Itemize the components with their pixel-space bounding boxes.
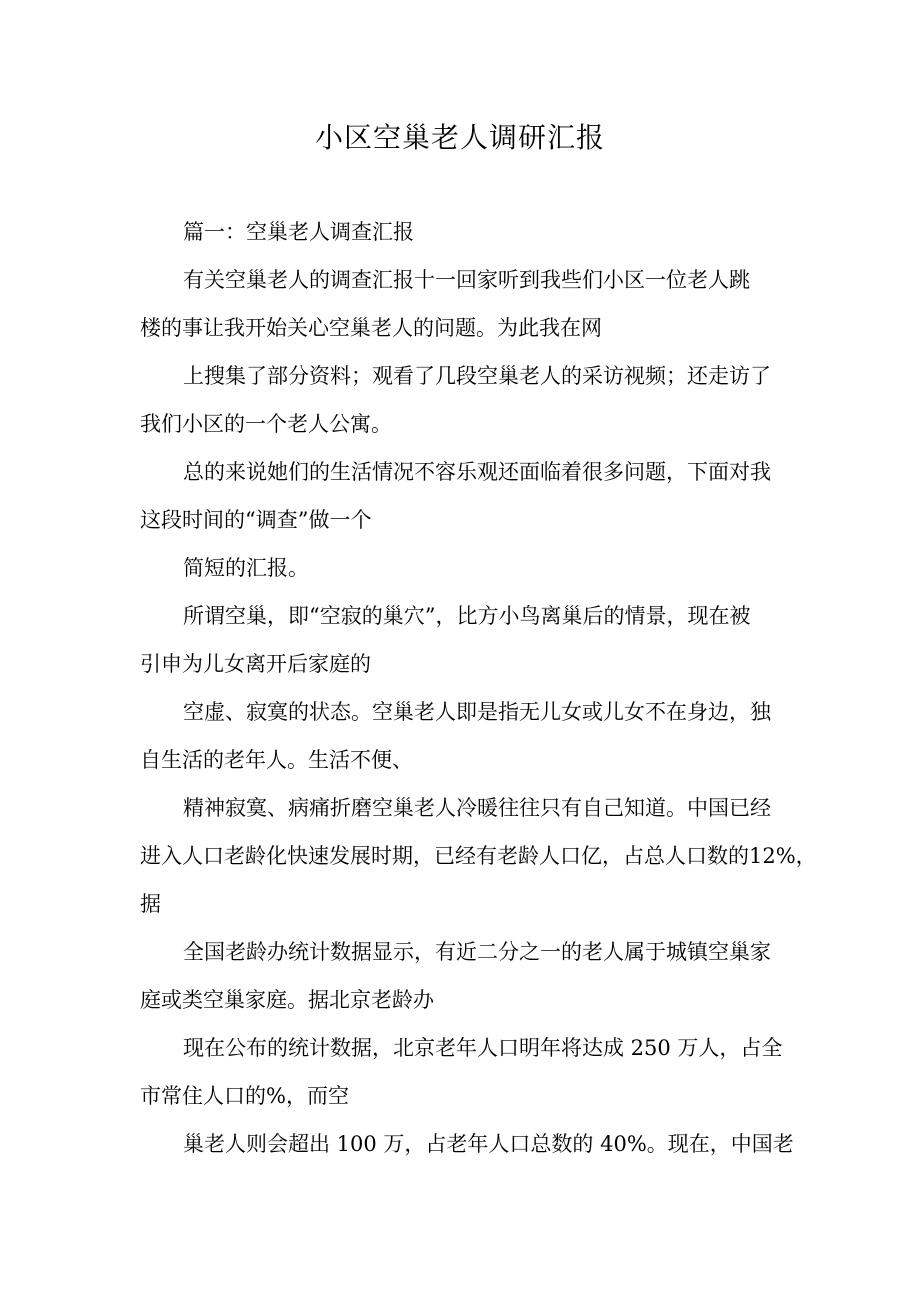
body-line: 篇一：空巢老人调查汇报 <box>183 220 414 244</box>
body-line: 进入人口老龄化快速发展时期，已经有老龄人口亿，占总人口数的12%， <box>140 844 817 868</box>
document-title: 小区空巢老人调研汇报 <box>314 121 605 154</box>
body-line: 巢老人则会超出 100 万，占老年人口总数的 40%。现在，中国老 <box>183 1132 794 1156</box>
body-line: 我们小区的一个老人公寓。 <box>140 412 392 436</box>
body-line: 有关空巢老人的调查汇报十一回家听到我些们小区一位老人跳 <box>183 268 750 292</box>
body-line: 楼的事让我开始关心空巢老人的问题。为此我在网 <box>140 316 602 340</box>
body-line: 这段时间的“调查”做一个 <box>140 508 372 532</box>
body-line: 精神寂寞、病痛折磨空巢老人冷暖往往只有自己知道。中国已经 <box>183 796 771 820</box>
body-line: 市常住人口的%，而空 <box>140 1084 349 1108</box>
body-line: 现在公布的统计数据，北京老年人口明年将达成 250 万人，占全 <box>183 1036 783 1060</box>
body-line: 所谓空巢，即“空寂的巢穴”，比方小鸟离巢后的情景，现在被 <box>183 604 751 628</box>
document-body <box>140 208 817 1168</box>
body-line: 空虚、寂寞的状态。空巢老人即是指无儿女或儿女不在身边，独 <box>183 700 771 724</box>
body-line: 全国老龄办统计数据显示，有近二分之一的老人属于城镇空巢家 <box>183 940 771 964</box>
body-line: 自生活的老年人。生活不便、 <box>140 748 413 772</box>
body-line: 庭或类空巢家庭。据北京老龄办 <box>140 988 434 1012</box>
body-line: 简短的汇报。 <box>183 556 309 580</box>
body-line: 总的来说她们的生活情况不容乐观还面临着很多问题，下面对我 <box>183 460 771 484</box>
body-line: 引申为儿女离开后家庭的 <box>140 652 371 676</box>
body-line: 上搜集了部分资料；观看了几段空巢老人的采访视频；还走访了 <box>183 364 771 388</box>
body-line: 据 <box>140 892 161 916</box>
